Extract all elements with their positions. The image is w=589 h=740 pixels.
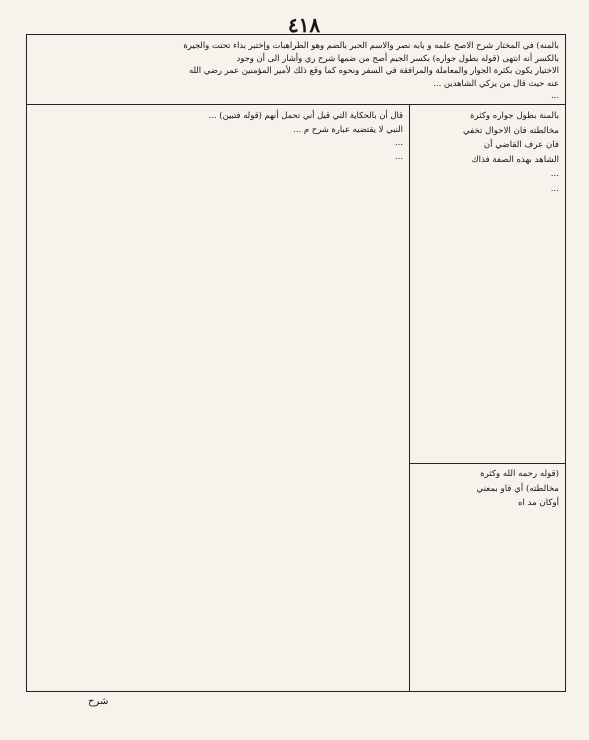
catchword: شرح	[88, 696, 109, 707]
top-separator	[27, 104, 565, 105]
side-column-upper	[415, 109, 559, 459]
top-text-line: الاختيار يكون بكثرة الجوار والمعاملة والمرافقة في السفر ونحوه كما وقع ذلك لأمير المؤمنين عمر رضي الله	[188, 65, 559, 76]
side-text-line: ...	[550, 169, 559, 180]
side-text-line: فان عرف القاضي أن	[483, 140, 559, 151]
main-text-line: ...	[395, 150, 403, 161]
top-text-line: بالكسر أنه انتهى (قوله بطول جواره) بكسر الجيم أصح من ضمها شرح ري وأشار الى أن وجود	[236, 52, 559, 63]
side-note-line: مخالطته) أي فاو بمعني	[476, 483, 559, 494]
main-text-line: ...	[395, 137, 403, 148]
top-text-line: عنه حيث قال من يزكي الشاهدين ...	[433, 77, 559, 88]
side-text-line: مخالطته فان الاحوال تخفي	[463, 125, 559, 136]
column-separator	[409, 104, 410, 691]
main-text-line: النبي لا يقتضيه عبارة شرح م ...	[293, 123, 403, 134]
top-text-line: بالمنه) في المختار شرح الاصح علمه و بابه نصر والاسم الحبر بالضم وهو الطراهبات وإختبر بداء تحتت والجيرة	[183, 40, 559, 50]
main-text-line: قال أن بالحكاية التي قيل أني تحمل أنهم (قوله فتبين) ...	[208, 110, 403, 120]
side-note-line: (قوله رحمه الله وكثرة	[480, 469, 559, 479]
top-text-line: ...	[551, 90, 559, 101]
side-text-line: بالمنة بطول جواره وكثرة	[470, 111, 559, 121]
page-number: ٤١٨	[287, 13, 321, 37]
side-column-separator	[410, 463, 565, 464]
side-text-line: ...	[550, 183, 559, 194]
main-commentary-column	[35, 109, 403, 689]
side-note-line: أوكان مد اه	[517, 498, 559, 509]
side-text-line: الشاهد بهذه الصفة فذاك	[471, 154, 559, 165]
side-column-lower	[415, 467, 559, 527]
top-text-block	[35, 39, 559, 103]
text-frame	[26, 34, 566, 692]
